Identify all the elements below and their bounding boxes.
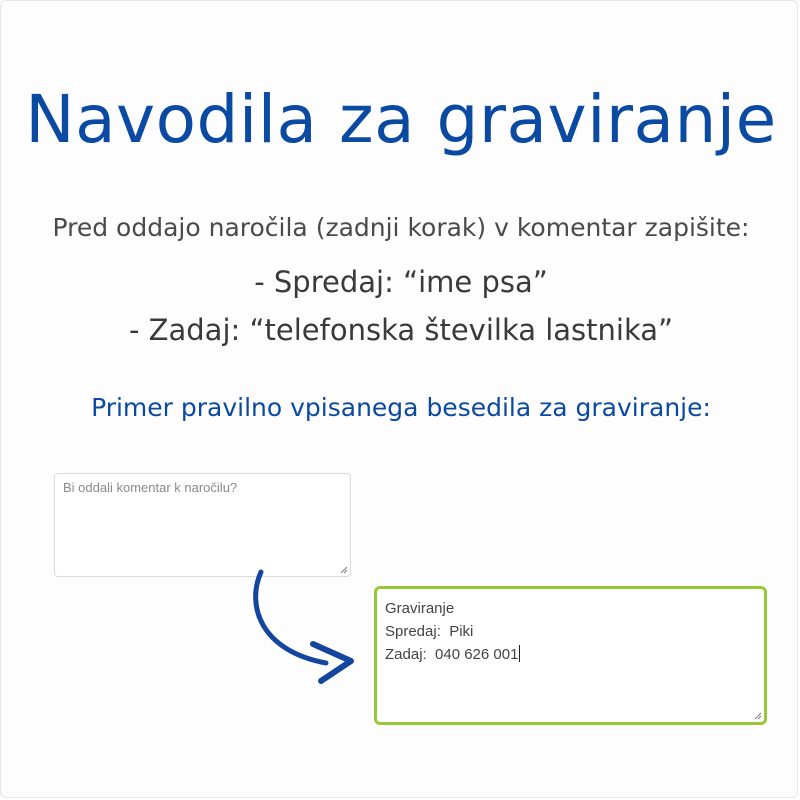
rule-front: - Spredaj: “ime psa”	[254, 265, 548, 299]
resize-grip-icon[interactable]	[754, 712, 762, 720]
page-title: Navodila za graviranje	[25, 81, 777, 158]
example-label: Primer pravilno vpisanega besedila za graviranje:	[91, 393, 711, 422]
text-caret	[519, 645, 520, 662]
engraving-example-field[interactable]	[374, 586, 767, 725]
curved-arrow-icon	[241, 566, 371, 686]
rule-back: - Zadaj: “telefonska številka lastnika”	[128, 313, 674, 347]
engraving-line-3-text: Zadaj: 040 626 001	[385, 646, 519, 663]
engraving-line-2: Spredaj: Piki	[385, 623, 474, 640]
engraving-line-1: Graviranje	[385, 600, 455, 617]
intro-text: Pred oddajo naročila (zadnji korak) v komentar zapišite:	[52, 213, 750, 242]
engraving-line-3	[385, 643, 756, 666]
comment-field[interactable]	[54, 473, 351, 577]
